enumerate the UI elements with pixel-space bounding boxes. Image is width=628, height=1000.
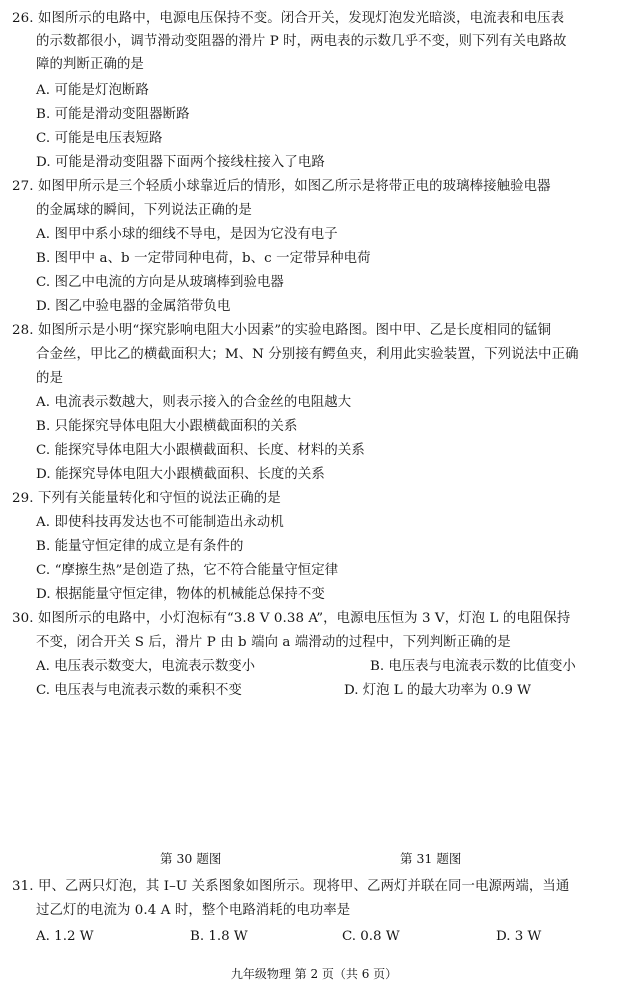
q28-stem-line-2: 合金丝，甲比乙的横截面积大；M、N 分别接有鳄鱼夹，利用此实验装置，下列说法中正确 [36, 347, 579, 362]
q29-option-a: A. 即使科技再发达也不可能制造出永动机 [36, 515, 284, 530]
q30-option-c: C. 电压表与电流表示数的乘积不变 [36, 683, 242, 698]
q26-option-d: D. 可能是滑动变阻器下面两个接线柱接入了电路 [36, 155, 325, 170]
q31-option-a: A. 1.2 W [36, 929, 94, 944]
q30-option-d: D. 灯泡 L 的最大功率为 0.9 W [344, 683, 531, 698]
q30-stem-line-2: 不变，闭合开关 S 后，滑片 P 由 b 端向 a 端滑动的过程中，下列判断正确的是 [36, 635, 511, 650]
q26-option-c: C. 可能是电压表短路 [36, 131, 163, 146]
q29-stem-line-1: 29. 下列有关能量转化和守恒的说法正确的是 [12, 491, 281, 506]
q31-option-c: C. 0.8 W [342, 929, 400, 944]
q27-stem-line-1: 27. 如图甲所示是三个轻质小球靠近后的情形，如图乙所示是将带正电的玻璃棒接触验电器 [12, 179, 551, 194]
q29-option-b: B. 能量守恒定律的成立是有条件的 [36, 539, 244, 554]
q30-stem-line-1: 30. 如图所示的电路中，小灯泡标有“3.8 V 0.38 A”，电源电压恒为 3 V，灯泡 L 的电阻保持 [12, 611, 571, 626]
q30-option-a: A. 电压表示数变大，电流表示数变小 [36, 659, 256, 674]
q29-option-d: D. 根据能量守恒定律，物体的机械能总保持不变 [36, 587, 325, 602]
q27-option-a: A. 图甲中系小球的细线不导电，是因为它没有电子 [36, 227, 338, 242]
q28-stem-line-3: 的是 [36, 371, 63, 386]
q31-option-d: D. 3 W [496, 929, 542, 944]
q26-stem-line-3: 障的判断正确的是 [36, 57, 144, 72]
q27-stem-line-2: 的金属球的瞬间，下列说法正确的是 [36, 203, 252, 218]
q31-option-b: B. 1.8 W [190, 929, 248, 944]
q27-option-b: B. 图甲中 a、b 一定带同种电荷，b、c 一定带异种电荷 [36, 251, 371, 266]
q26-stem-line-2: 的示数都很小，调节滑动变阻器的滑片 P 时，两电表的示数几乎不变，则下列有关电路故 [36, 34, 567, 49]
q27-option-d: D. 图乙中验电器的金属箔带负电 [36, 299, 231, 314]
q27-option-c: C. 图乙中电流的方向是从玻璃棒到验电器 [36, 275, 284, 290]
q31-stem-line-1: 31. 甲、乙两只灯泡，其 I–U 关系图象如图所示。现将甲、乙两灯并联在同一电源两端，当通 [12, 879, 570, 894]
q29-option-c: C. “摩擦生热”是创造了热，它不符合能量守恒定律 [36, 563, 339, 578]
q31-stem-line-2: 过乙灯的电流为 0.4 A 时，整个电路消耗的电功率是 [36, 903, 351, 918]
q28-option-b: B. 只能探究导体电阻大小跟横截面积的关系 [36, 419, 298, 434]
fig30-caption: 第 30 题图 [160, 851, 222, 866]
q30-option-b: B. 电压表与电流表示数的比值变小 [370, 659, 576, 674]
fig31-caption: 第 31 题图 [400, 851, 462, 866]
q28-option-a: A. 电流表示数越大，则表示接入的合金丝的电阻越大 [36, 395, 352, 410]
q28-option-c: C. 能探究导体电阻大小跟横截面积、长度、材料的关系 [36, 443, 365, 458]
q26-stem-line-1: 26. 如图所示的电路中，电源电压保持不变。闭合开关，发现灯泡发光暗淡，电流表和电压表 [12, 11, 565, 26]
page-footer: 九年级物理 第 2 页（共 6 页） [230, 967, 398, 981]
q28-stem-line-1: 28. 如图所示是小明“探究影响电阻大小因素”的实验电路图。图中甲、乙是长度相同的锰铜 [12, 323, 551, 338]
q26-option-a: A. 可能是灯泡断路 [36, 83, 149, 98]
q28-option-d: D. 能探究导体电阻大小跟横截面积、长度的关系 [36, 467, 325, 482]
q26-option-b: B. 可能是滑动变阻器断路 [36, 107, 190, 122]
figure-area [30, 712, 610, 842]
